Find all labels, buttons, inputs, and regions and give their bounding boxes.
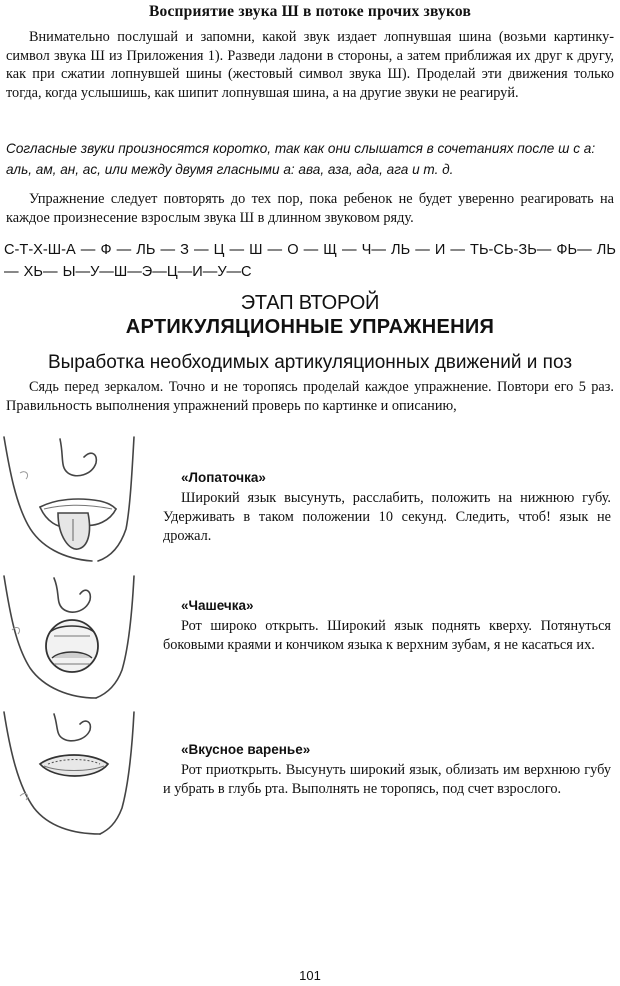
intro-paragraph: Внимательно послушай и запомни, какой звук издает лопнувшая шина (возьми картинку-символ звука Ш из Приложения 1). Разведи ладони в стороны, а затем приближая их друг к другу, как при сжатии лопнувшей шины (жестовый символ звука Ш). Проделай эти движения только тогда, когда услышишь, как шипит лопнувшая шина, а на другие звуки не реагируй. xyxy=(6,29,614,101)
exercise-title: «Чашечка» xyxy=(181,598,254,613)
instructions-paragraph: Сядь перед зеркалом. Точно и не торопясь проделай каждое упражнение. Повтори его 5 раз. Правильность выполнения упражнений проверь по картинке и описанию, xyxy=(6,379,614,414)
section-title: АРТИКУЛЯЦИОННЫЕ УПРАЖНЕНИЯ xyxy=(125,316,495,338)
exercise-title: «Вкусное варенье» xyxy=(181,742,311,757)
face-mouth-open-illustration xyxy=(0,574,138,704)
exercise-description: Широкий язык высунуть, расслабить, положить на нижнюю губу. Удерживать в таком положении 10 секунд. Следить, чтоб! язык не дрожал. xyxy=(163,490,611,544)
exercise-description: Рот широко открыть. Широкий язык поднять кверху. Потянуться боковыми краями и кончиком языка к верхним зубам, я не касаться их. xyxy=(163,618,611,653)
section-subtitle: Выработка необходимых артикуляционных движений и поз xyxy=(47,352,573,373)
exercise-title: «Лопаточка» xyxy=(181,470,266,485)
face-tongue-out-illustration xyxy=(0,433,138,567)
face-lip-licking-illustration xyxy=(0,710,138,840)
page-number: 101 xyxy=(299,968,321,983)
page-heading: Восприятие звука Ш в потоке прочих звуков xyxy=(148,3,472,20)
consonant-note: Согласные звуки произносятся коротко, так как они слышатся в сочетаниях после ш с а: аль, ам, ан, ас, или между двумя гласными а: ава, аза, ада, ага и т. д. xyxy=(6,141,596,177)
repeat-paragraph: Упражнение следует повторять до тех пор, пока ребенок не будет уверенно реагировать на каждое произнесение взрослым звука Ш в длинном звуковом ряду. xyxy=(6,191,614,226)
stage-heading: ЭТАП ВТОРОЙ xyxy=(240,292,380,314)
sound-sequence: С-Т-Х-Ш-А — Ф — ЛЬ — З — Ц — Ш — О — Щ — Ч— ЛЬ — И — ТЬ-СЬ-ЗЬ— ФЬ— ЛЬ— ХЬ— Ы—У—Ш—Э—Ц—И—У—С xyxy=(4,242,616,280)
exercise-description: Рот приоткрыть. Высунуть широкий язык, облизать им верхнюю губу и убрать в глубь рта. Выполнять не торопясь, под счет взрослого. xyxy=(163,762,611,797)
